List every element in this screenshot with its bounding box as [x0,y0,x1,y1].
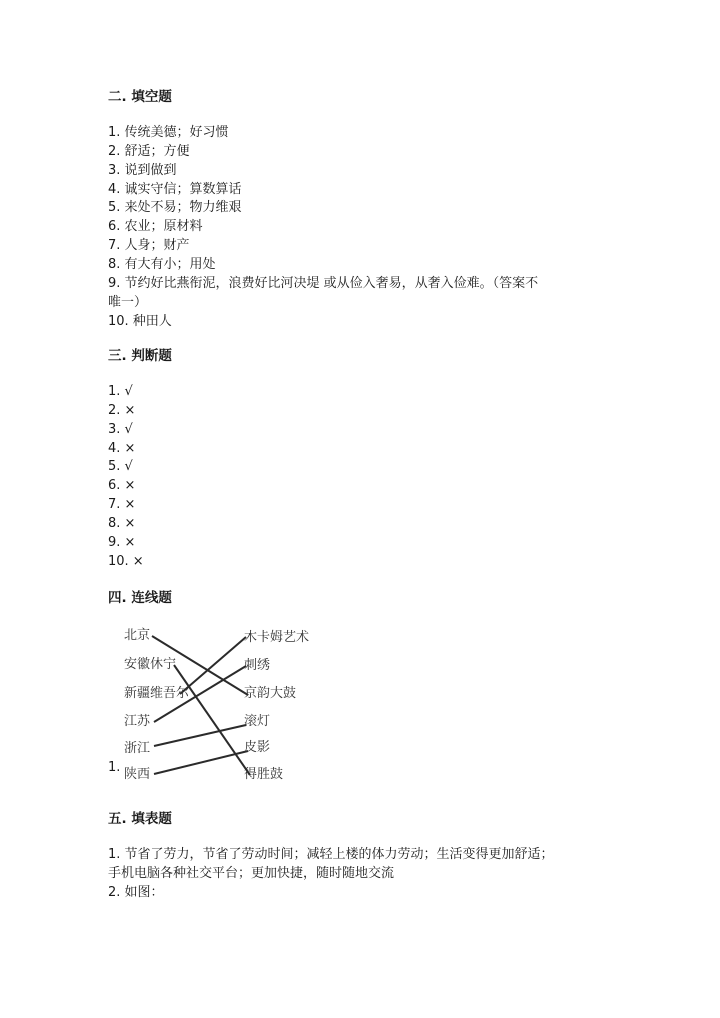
fill-blank-item: 2. 舒适；方便 [108,144,190,159]
match-left-label: 陕西 [124,767,151,782]
section-title-match: 四. 连线题 [108,590,172,606]
fill-blank-item: 6. 农业；原材料 [108,219,203,234]
match-line [174,665,250,775]
table-item: 2. 如图： [108,885,164,900]
match-line [154,751,248,774]
fill-blank-item: 唯一） [108,295,148,310]
table-item: 1. 节省了劳力，节省了劳动时间；减轻上楼的体力劳动；生活变得更加舒适； [108,847,554,862]
fill-blank-item: 9. 节约好比燕衔泥，浪费好比河决堤 或从俭入奢易，从奢入俭难。（答案不 [108,276,539,291]
match-right-label: 京韵大鼓 [244,686,297,701]
fill-blank-item: 3. 说到做到 [108,163,177,178]
judge-item: 8. × [108,516,136,531]
judge-item: 6. × [108,478,136,493]
section-title-fill-blank: 二. 填空题 [108,89,172,105]
section-title-table: 五. 填表题 [108,811,172,827]
judge-item: 3. √ [108,422,133,437]
judge-item: 2. × [108,403,136,418]
match-line [154,725,246,746]
judge-item: 10. × [108,554,144,569]
judge-item: 9. × [108,535,136,550]
judge-item: 7. × [108,497,136,512]
matching-lines [108,625,328,790]
match-left-label: 安徽休宁 [124,657,177,672]
match-left-label: 浙江 [124,741,151,756]
match-right-label: 刺绣 [244,658,271,673]
match-right-label: 皮影 [244,740,271,755]
fill-blank-item: 10. 种田人 [108,314,172,329]
judge-item: 1. √ [108,384,133,399]
match-question-number: 1. [108,760,121,775]
match-right-label: 得胜鼓 [244,767,284,782]
match-left-label: 北京 [124,628,151,643]
fill-blank-item: 4. 诚实守信；算数算话 [108,182,242,197]
fill-blank-item: 1. 传统美德；好习惯 [108,125,229,140]
matching-diagram [108,625,328,790]
match-left-label: 新疆维吾尔 [124,686,190,701]
match-right-label: 木卡姆艺术 [244,630,310,645]
section-title-judge: 三. 判断题 [108,348,172,364]
fill-blank-item: 8. 有大有小；用处 [108,257,216,272]
fill-blank-item: 5. 来处不易；物力维艰 [108,200,242,215]
match-right-label: 滚灯 [244,714,271,729]
match-left-label: 江苏 [124,714,151,729]
judge-item: 4. × [108,441,136,456]
fill-blank-item: 7. 人身；财产 [108,238,190,253]
judge-item: 5. √ [108,459,133,474]
table-item: 手机电脑各种社交平台；更加快捷，随时随地交流 [108,866,395,881]
